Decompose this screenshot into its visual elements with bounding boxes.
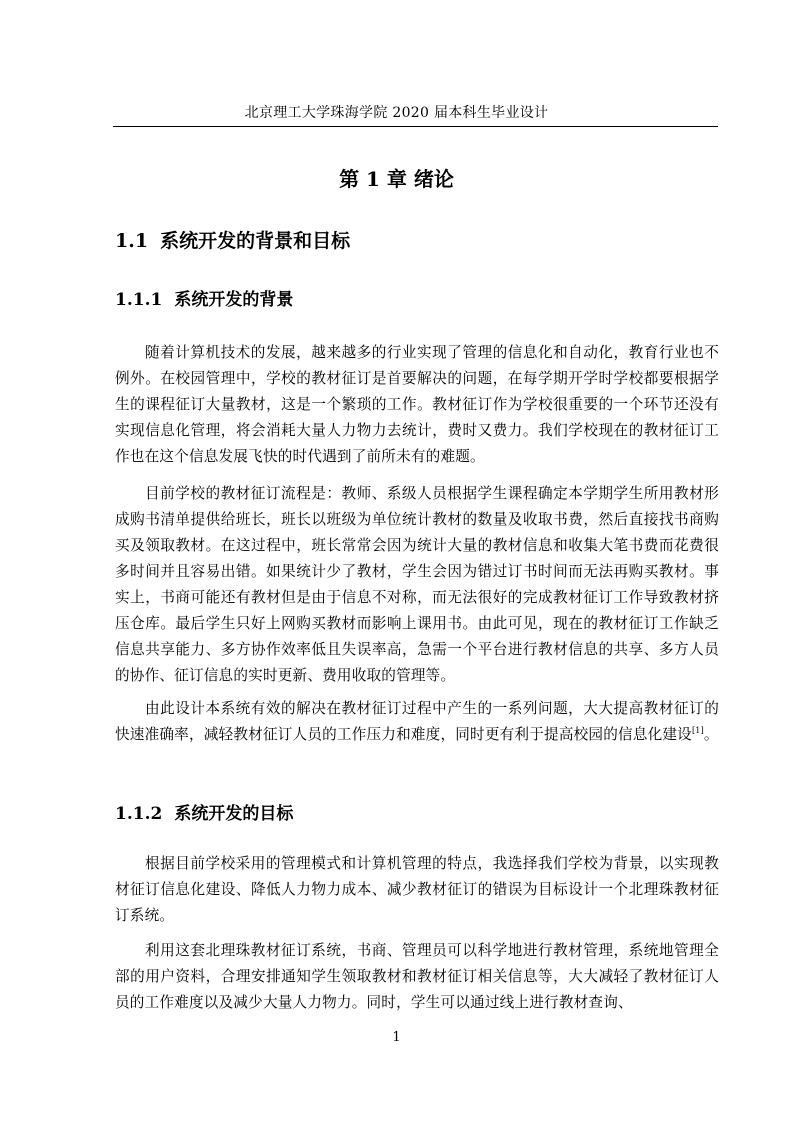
paragraph-5: 利用这套北理珠教材征订系统，书商、管理员可以科学地进行教材管理，系统地管理全部的用户资料，合理安排通知学生领取教材和教材征订相关信息等，大大减轻了教材征订人员的工作难度以及减少大量人力物力。同时，学生可以通过线上进行教材查询、 [115, 942, 719, 1011]
section-title: 系统开发的背景和目标 [160, 230, 351, 252]
chapter-title: 第 1 章 绪论 [339, 167, 454, 191]
section-heading-1-1-1 [115, 289, 293, 311]
section-title: 系统开发的目标 [174, 804, 294, 824]
header-divider [113, 126, 718, 127]
section-number: 1.1.2 [115, 804, 163, 824]
paragraph-4: 根据目前学校采用的管理模式和计算机管理的特点，我选择我们学校为背景，以实现教材征订信息化建设、降低人力物力成本、减少教材征订的错误为目标设计一个北理珠教材征订系统。 [115, 855, 719, 924]
paragraph-1: 随着计算机技术的发展，越来越多的行业实现了管理的信息化和自动化，教育行业也不例外。在校园管理中，学校的教材征订是首要解决的问题，在每学期开学时学校都要根据学生的课程征订大量教材，这是一个繁琐的工作。教材征订作为学校很重要的一个环节还没有实现信息化管理，将会消耗大量人力物力去统计，费时又费力。我们学校现在的教材征订工作也在这个信息发展飞快的时代遇到了前所未有的难题。 [115, 344, 719, 465]
paragraph-3-end: 。 [703, 726, 719, 743]
section-heading-1-1 [115, 229, 350, 253]
paragraph-3 [115, 696, 719, 748]
page-number: 1 [392, 1030, 401, 1045]
paragraph-3-text: 由此设计本系统有效的解决在教材征订过程中产生的一系列问题，大大提高教材征订的快速准确率，减轻教材征订人员的工作压力和难度，同时更有利于提高校园的信息化建设 [115, 700, 719, 743]
paragraph-2: 目前学校的教材征订流程是：教师、系级人员根据学生课程确定本学期学生所用教材形成购书清单提供给班长，班长以班级为单位统计教材的数量及收取书费，然后直接找书商购买及领取教材。在这过程中，班长常常会因为统计大量的教材信息和收集大笔书费而花费很多时间并且容易出错。如果统计少了教材，学生会因为错过订书时间而无法再购买教材。事实上，书商可能还有教材但是由于信息不对称，而无法很好的完成教材征订工作导致教材挤压仓库。最后学生只好上网购买教材而影响上课用书。由此可见，现在的教材征订工作缺乏信息共享能力、多方协作效率低且失误率高，急需一个平台进行教材信息的共享、多方人员的协作、征订信息的实时更新、费用收取的管理等。 [115, 485, 719, 684]
section-heading-1-1-2 [115, 803, 293, 825]
section-title: 系统开发的背景 [174, 290, 294, 310]
citation-reference: [1] [691, 726, 704, 736]
section-number: 1.1.1 [115, 290, 163, 310]
section-number: 1.1 [115, 230, 149, 252]
page-header: 北京理工大学珠海学院 2020 届本科生毕业设计 [244, 105, 549, 121]
